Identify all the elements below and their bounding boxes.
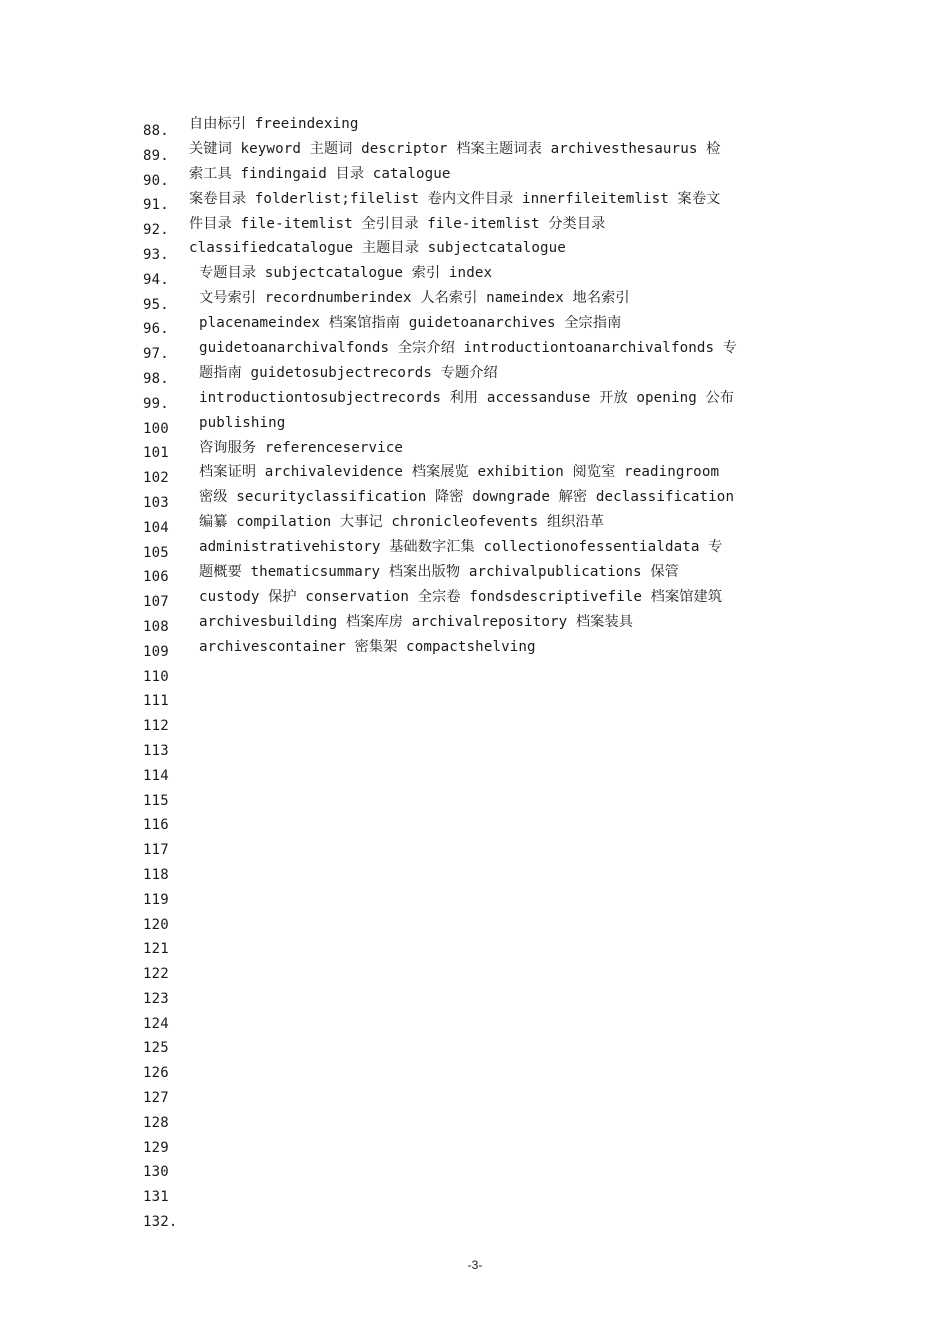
- text-line: classifiedcatalogue 主题目录 subjectcatalogue: [189, 240, 566, 257]
- line-number: 110: [143, 668, 169, 685]
- line-number: 109: [143, 643, 169, 660]
- line-number: 132.: [143, 1214, 178, 1231]
- text-line: 关键词 keyword 主题词 descriptor 档案主题词表 archivesthesaurus 检: [189, 140, 721, 157]
- line-number: 96.: [143, 321, 169, 338]
- line-number: 89.: [143, 147, 169, 164]
- line-number: 101: [143, 445, 169, 462]
- line-number: 112: [143, 718, 169, 735]
- text-line: 文号索引 recordnumberindex 人名索引 nameindex 地名索引: [199, 290, 630, 307]
- line-number: 88.: [143, 123, 169, 139]
- line-number: 111: [143, 693, 169, 710]
- line-number: 118: [143, 866, 169, 883]
- line-number: 128: [143, 1114, 169, 1131]
- line-number: 100: [143, 420, 169, 437]
- line-number: 94.: [143, 271, 169, 288]
- line-number: 91.: [143, 197, 169, 214]
- text-line: 咨询服务 referenceservice: [199, 439, 404, 456]
- line-number: 122: [143, 966, 169, 983]
- text-line: 件目录 file-itemlist 全引目录 file-itemlist 分类目录: [189, 215, 606, 232]
- text-line: 编纂 compilation 大事记 chronicleofevents 组织沿革: [199, 514, 605, 531]
- line-number: 95.: [143, 296, 169, 313]
- line-number: 129: [143, 1139, 169, 1156]
- line-number: 124: [143, 1015, 169, 1032]
- text-line: 密级 securityclassification 降密 downgrade 解密 declassification: [199, 489, 735, 506]
- text-line: administrativehistory 基础数字汇集 collectionofessentialdata 专: [199, 539, 723, 556]
- text-line: 档案证明 archivalevidence 档案展览 exhibition 阅览室 readingroom: [199, 464, 720, 481]
- line-number: 123: [143, 990, 169, 1007]
- line-number: 114: [143, 767, 169, 784]
- line-number: 125: [143, 1040, 169, 1057]
- line-number: 104: [143, 519, 169, 536]
- line-number: 119: [143, 891, 169, 908]
- text-line: 案卷目录 folderlist;filelist 卷内文件目录 innerfileitemlist 案卷文: [189, 190, 721, 207]
- line-number: 102: [143, 470, 169, 487]
- line-number: 90.: [143, 172, 169, 189]
- text-line: archivescontainer 密集架 compactshelving: [199, 638, 536, 655]
- line-number: 113: [143, 742, 169, 759]
- line-number: 97.: [143, 346, 169, 363]
- line-number: 117: [143, 842, 169, 859]
- line-number: 103: [143, 494, 169, 511]
- line-number: 115: [143, 792, 169, 809]
- body-text: [189, 112, 749, 660]
- text-line: guidetoanarchivalfonds 全宗介绍 introductiontoanarchivalfonds 专: [199, 340, 738, 357]
- line-number: 92.: [143, 222, 169, 239]
- line-number: 108: [143, 618, 169, 635]
- line-number: 99.: [143, 395, 169, 412]
- text-line: custody 保护 conservation 全宗卷 fondsdescriptivefile 档案馆建筑: [199, 588, 723, 605]
- text-line: publishing: [199, 414, 286, 431]
- line-number-column: [143, 119, 178, 1235]
- line-number: 93.: [143, 246, 169, 263]
- text-line: archivesbuilding 档案库房 archivalrepository 档案装具: [199, 613, 634, 630]
- text-line: 索工具 findingaid 目录 catalogue: [189, 165, 451, 182]
- text-line: 题概要 thematicsummary 档案出版物 archivalpublications 保管: [199, 564, 679, 581]
- line-number: 121: [143, 941, 169, 958]
- line-number: 130: [143, 1164, 169, 1181]
- line-number: 127: [143, 1090, 169, 1107]
- page-number: -3-: [467, 1258, 483, 1272]
- text-line: 自由标引 freeindexing: [189, 116, 359, 132]
- text-line: 题指南 guidetosubjectrecords 专题介绍: [199, 364, 498, 381]
- line-number: 126: [143, 1065, 169, 1082]
- line-number: 105: [143, 544, 169, 561]
- text-line: 专题目录 subjectcatalogue 索引 index: [199, 265, 493, 282]
- text-line: introductiontosubjectrecords 利用 accessanduse 开放 opening 公布: [199, 389, 735, 406]
- line-number: 106: [143, 569, 169, 586]
- line-number: 98.: [143, 370, 169, 387]
- line-number: 116: [143, 817, 169, 834]
- line-number: 120: [143, 916, 169, 933]
- text-line: placenameindex 档案馆指南 guidetoanarchives 全宗指南: [199, 315, 622, 332]
- line-number: 131: [143, 1189, 169, 1206]
- line-number: 107: [143, 594, 169, 611]
